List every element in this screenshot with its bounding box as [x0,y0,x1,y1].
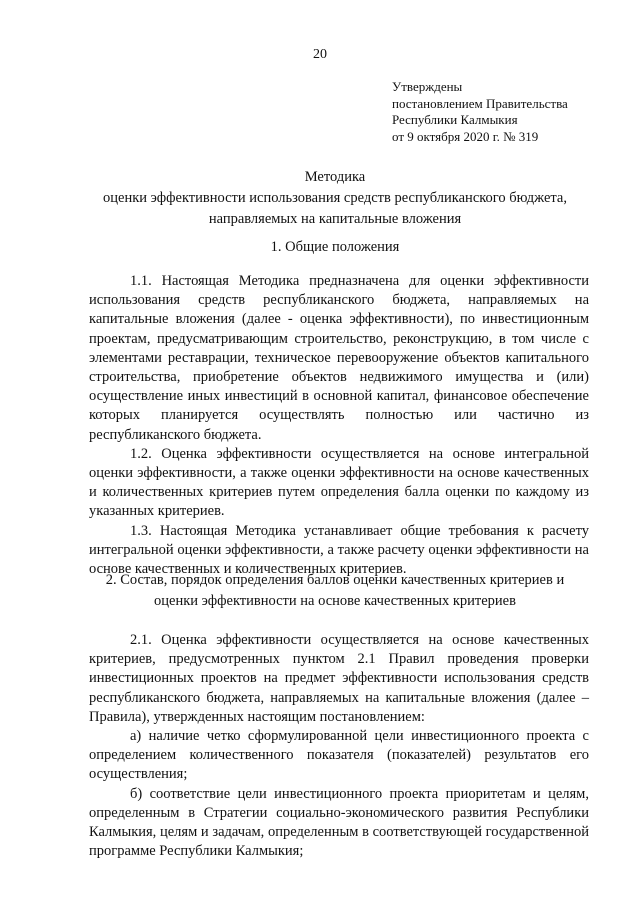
section-2-heading [60,570,610,612]
approval-line: Республики Калмыкия [392,112,518,127]
heading-line: оценки эффективности на основе качественных критериев [154,593,516,609]
section-1-body [89,272,589,579]
paragraph-1-2: 1.2. Оценка эффективности осуществляется на основе интегральной оценки эффективности, а также оценки эффективности на основе качественных и количественных критериев путем определения балла оценки по каждому из указанных критериев. [89,445,589,520]
approval-date-line: от 9 октября 2020 г. № 319 [392,128,539,144]
heading-line: 2. Состав, порядок определения баллов оценки качественных критериев и [105,572,565,588]
paragraph-2-1: 2.1. Оценка эффективности осуществляется на основе качественных критериев, предусмотренных пунктом 2.1 Правил проведения проверки инвестиционных проектов на предмет эффективности использования средств республиканского бюджета, направляемых на капитальные вложения (далее – Правила), утвержденных настоящим постановлением: [89,632,589,725]
paragraph-1-3: 1.3. Настоящая Методика устанавливает общие требования к расчету интегральной оценки эффективности, а также расчету оценки эффективности на основе качественных и количественных критериев. [89,522,589,578]
approval-stamp [392,79,632,145]
approval-line: Утверждены [392,79,463,94]
title-line: оценки эффективности использования средств республиканского бюджета, [103,190,567,206]
section-2-body [89,631,589,861]
paragraph-1-1: 1.1. Настоящая Методика предназначена для оценки эффективности использования средств республиканского бюджета, направляемых на капитальные вложения (далее - оценка эффективности), по инвестиционным проектам, предусматривающим строительство, реконструкцию, в том числе с элементами реставрации, техническое перевооружение объектов капитального строительства, приобретение объектов недвижимого имущества и (или) осуществление иных инвестиций в основной капитал, финансовое обеспечение которых планируется осуществлять полностью или частично из республиканского бюджета. [89,273,589,443]
list-item-b: б) соответствие цели инвестиционного проекта приоритетам и целям, определенным в Стратегии социально-экономического развития Республики Калмыкия, целям и задачам, определенным в соответствующей государственной программе Республики Калмыкия; [89,785,589,860]
list-item-a: а) наличие четко сформулированной цели инвестиционного проекта с определением количественного показателя (показателей) результатов его осуществления; [89,728,589,783]
title-line: Методика [304,169,366,185]
section-1-heading: 1. Общие положения [270,239,400,255]
title-line: направляемых на капитальные вложения [208,211,462,227]
page-number: 20 [313,47,327,62]
document-title [60,167,610,230]
approval-line: постановлением Правительства [392,95,568,111]
